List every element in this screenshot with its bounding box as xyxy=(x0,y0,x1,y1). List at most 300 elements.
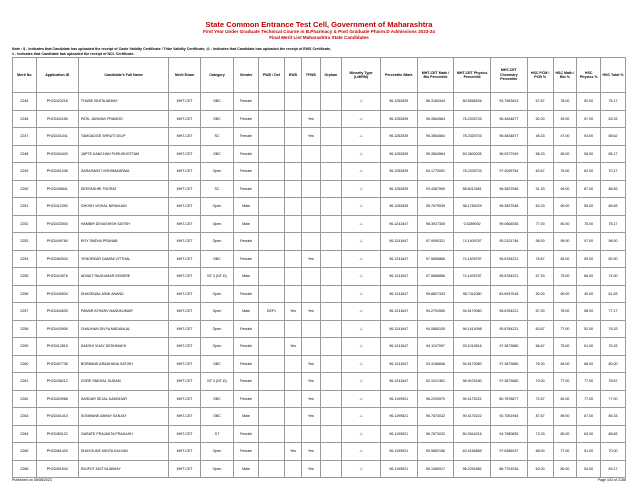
table-cell: DEF1 xyxy=(259,303,285,321)
table-cell: 94.0885105 xyxy=(417,320,454,338)
table-cell: 2247 xyxy=(13,128,37,146)
table-cell: 66.00 xyxy=(577,268,601,286)
table-cell: 87.00 xyxy=(577,408,601,426)
table-cell: 96.1241647 xyxy=(380,215,417,233)
table-cell: 96.1241647 xyxy=(380,338,417,356)
table-cell xyxy=(320,180,342,198)
table-cell: 88.83 xyxy=(601,180,626,198)
table-row xyxy=(13,250,626,268)
table-cell: 2245 xyxy=(13,93,37,111)
column-header: MHT-CET Physics Percentile xyxy=(454,58,491,93)
table-cell xyxy=(284,198,301,216)
table-cell: 76.33 xyxy=(601,320,626,338)
table-cell: 54.00 xyxy=(577,460,601,478)
table-cell: PH23401943 xyxy=(36,460,78,478)
table-cell: 95.3564564 xyxy=(417,145,454,163)
table-cell: 96.1252839 xyxy=(380,198,417,216)
table-cell: 96.7873032 xyxy=(417,425,454,443)
table-cell: 97.5856866 xyxy=(417,268,454,286)
table-cell: 69.00 xyxy=(553,285,577,303)
table-cell: MHT-CET xyxy=(169,145,200,163)
table-cell xyxy=(284,425,301,443)
table-cell: 93.4387559 xyxy=(417,180,454,198)
table-cell: 97.00 xyxy=(577,233,601,251)
table-cell: RAJPUT ADITYA ABHAY xyxy=(78,460,169,478)
table-cell xyxy=(320,425,342,443)
table-cell: Yes xyxy=(284,338,301,356)
table-cell: 96.1199521 xyxy=(380,390,417,408)
table-cell xyxy=(302,93,320,111)
table-cell xyxy=(320,198,342,216)
table-cell: PH23434443 xyxy=(36,145,78,163)
table-cell: -/- xyxy=(342,110,381,128)
column-header: Merit No xyxy=(13,58,37,93)
table-cell: Open xyxy=(200,320,233,338)
table-cell: MHT-CET xyxy=(169,460,200,478)
table-cell xyxy=(320,110,342,128)
table-cell: 80.3944216 xyxy=(454,425,491,443)
table-cell: 51.00 xyxy=(577,443,601,461)
table-cell xyxy=(259,215,285,233)
table-cell: 50.00 xyxy=(527,285,553,303)
table-cell: Female xyxy=(234,425,259,443)
table-cell: 80.00 xyxy=(553,460,577,478)
table-cell xyxy=(259,285,285,303)
table-cell: 77.17 xyxy=(601,303,626,321)
table-cell: PH23431041 xyxy=(36,128,78,146)
table-cell: 47.00 xyxy=(553,128,577,146)
table-cell: -/- xyxy=(342,460,381,478)
table-cell: 2258 xyxy=(13,320,37,338)
table-cell: OBC xyxy=(200,390,233,408)
page-subtitle: First Year Under Graduate Technical Course in B.Pharmacy & Post Graduate Pharm.D Admissions 2023-24 xyxy=(203,29,435,34)
table-cell: 78.00 xyxy=(553,303,577,321)
column-header: TFWS xyxy=(302,58,320,93)
table-cell xyxy=(302,425,320,443)
table-cell xyxy=(259,93,285,111)
table-cell: 77.00 xyxy=(577,390,601,408)
table-cell: 54.00 xyxy=(577,128,601,146)
table-cell: Yes xyxy=(302,373,320,391)
table-row xyxy=(13,338,626,356)
table-cell: 58.6012581 xyxy=(454,180,491,198)
table-cell: 78.67 xyxy=(601,373,626,391)
table-cell: 74.00 xyxy=(601,268,626,286)
table-row xyxy=(13,303,626,321)
table-cell: Female xyxy=(234,285,259,303)
column-header: Candidate's Full Name xyxy=(78,58,169,93)
table-cell: 98.3927355 xyxy=(417,215,454,233)
table-cell: 68.00 xyxy=(577,355,601,373)
table-cell: PH23463934 xyxy=(36,250,78,268)
table-cell: Yes xyxy=(302,443,320,461)
table-cell: 72.67 xyxy=(527,390,553,408)
table-cell: CHAUHAN DIVYA MADANLAL xyxy=(78,320,169,338)
table-cell: 63.00 xyxy=(527,460,553,478)
table-cell xyxy=(302,285,320,303)
table-cell: 77.00 xyxy=(577,373,601,391)
table-cell: ADVAIT RAJKUMAR KENDRE xyxy=(78,268,169,286)
list-title: Final Merit List Maharashtra State Candidates xyxy=(269,35,369,40)
table-row xyxy=(13,93,626,111)
table-cell: 89.00 xyxy=(553,408,577,426)
table-row xyxy=(13,285,626,303)
table-cell: 73.33 xyxy=(527,425,553,443)
table-row xyxy=(13,320,626,338)
table-cell xyxy=(284,320,301,338)
table-cell: 52.00 xyxy=(577,320,601,338)
table-cell: 2254 xyxy=(13,250,37,268)
table-row xyxy=(13,198,626,216)
table-cell: 76.00 xyxy=(553,163,577,181)
table-cell: 69.00 xyxy=(553,198,577,216)
table-cell xyxy=(302,198,320,216)
table-cell: MHT-CET xyxy=(169,320,200,338)
table-cell: 77.00 xyxy=(553,373,577,391)
note-line-2: # - Indicates that Candidate has uploaded the receipt of NCL Certificate. xyxy=(12,52,135,56)
table-cell: Female xyxy=(234,110,259,128)
page-number: Page 103 of 2188 xyxy=(597,478,626,482)
table-cell xyxy=(284,93,301,111)
table-cell: 99.00 xyxy=(553,233,577,251)
table-header-row xyxy=(13,58,626,93)
table-cell xyxy=(320,408,342,426)
table-cell xyxy=(259,180,285,198)
table-cell: 96.1241647 xyxy=(380,320,417,338)
table-cell: 2255 xyxy=(13,268,37,286)
column-header: Application ID xyxy=(36,58,78,93)
table-cell: MHT-CET xyxy=(169,180,200,198)
table-cell xyxy=(284,285,301,303)
page-title: State Common Entrance Test Cell, Government of Maharashtra xyxy=(205,20,433,29)
table-cell: 49.00 xyxy=(553,110,577,128)
table-cell: 97.6386037 xyxy=(491,443,528,461)
table-cell: 74.1409787 xyxy=(454,250,491,268)
table-cell xyxy=(284,233,301,251)
table-cell: 87.67 xyxy=(527,408,553,426)
table-cell: 96.1199521 xyxy=(380,425,417,443)
table-cell: 87.00 xyxy=(577,180,601,198)
table-cell xyxy=(259,128,285,146)
table-cell: 97.3873680 xyxy=(491,355,528,373)
table-cell: 92.1017461 xyxy=(417,373,454,391)
table-cell: Yes xyxy=(302,408,320,426)
table-cell: MHT-CET xyxy=(169,390,200,408)
table-cell xyxy=(284,268,301,286)
table-cell: 77.00 xyxy=(527,215,553,233)
table-cell: Female xyxy=(234,180,259,198)
table-cell: 63.33 xyxy=(601,110,626,128)
table-cell: 81.00 xyxy=(553,390,577,408)
table-cell: 74.1409787 xyxy=(454,233,491,251)
table-cell: 94.9170080 xyxy=(454,355,491,373)
table-cell: 93.7963813 xyxy=(491,93,528,111)
table-cell xyxy=(320,215,342,233)
table-cell: MHT-CET xyxy=(169,408,200,426)
table-cell: 80.00 xyxy=(553,215,577,233)
table-cell: 99.0664535 xyxy=(491,215,528,233)
table-cell: MHT-CET xyxy=(169,250,200,268)
table-row xyxy=(13,128,626,146)
table-cell: 70.17 xyxy=(601,163,626,181)
table-row xyxy=(13,163,626,181)
table-cell: -/- xyxy=(342,250,381,268)
table-cell: Male xyxy=(234,268,259,286)
table-cell: SAKSHI VIJAY DESHMUKH xyxy=(78,338,169,356)
table-cell: -/- xyxy=(342,443,381,461)
table-cell: 77.00 xyxy=(601,390,626,408)
table-cell: MHT-CET xyxy=(169,373,200,391)
table-cell: 2264 xyxy=(13,425,37,443)
table-cell: PH23407736 xyxy=(36,355,78,373)
table-cell: 97.4095754 xyxy=(491,163,528,181)
table-cell: 69.2600035 xyxy=(454,145,491,163)
table-cell: PH23443630 xyxy=(36,303,78,321)
table-cell xyxy=(259,198,285,216)
column-header: Minority Type (LM/RM) xyxy=(342,58,381,93)
table-cell: 57.00 xyxy=(577,110,601,128)
table-cell: THUBE ISHITA ABHAY xyxy=(78,93,169,111)
table-cell: Female xyxy=(234,128,259,146)
table-cell: DHAYGUDE NIKITA KALYAN xyxy=(78,443,169,461)
column-header: Percentile /Mark xyxy=(380,58,417,93)
table-cell: -/- xyxy=(342,285,381,303)
table-cell: 2266 xyxy=(13,460,37,478)
table-cell xyxy=(302,215,320,233)
table-cell: 95.8784221 xyxy=(491,303,528,321)
table-cell: 76.17 xyxy=(601,93,626,111)
table-cell: 69.17 xyxy=(601,460,626,478)
table-row xyxy=(13,268,626,286)
table-cell xyxy=(284,145,301,163)
table-cell: 98.00 xyxy=(601,233,626,251)
table-cell: 96.1241647 xyxy=(380,285,417,303)
table-cell: Yes xyxy=(284,303,301,321)
page-header xyxy=(0,20,638,41)
table-cell: 96.1241647 xyxy=(380,268,417,286)
table-cell: 97.3873680 xyxy=(491,338,528,356)
table-cell: Male xyxy=(234,408,259,426)
table-cell xyxy=(259,443,285,461)
table-cell: Female xyxy=(234,320,259,338)
table-cell xyxy=(320,145,342,163)
table-cell: 75.00 xyxy=(577,215,601,233)
table-cell: PH23412815 xyxy=(36,338,78,356)
table-cell: OBC xyxy=(200,145,233,163)
table-cell xyxy=(302,145,320,163)
table-cell xyxy=(320,443,342,461)
table-cell: Female xyxy=(234,443,259,461)
table-cell: 67.33 xyxy=(527,268,553,286)
table-cell: Open xyxy=(200,460,233,478)
table-cell: 96.1199521 xyxy=(380,443,417,461)
table-cell: 63.67 xyxy=(527,163,553,181)
table-cell: 93.4166846 xyxy=(417,355,454,373)
table-cell: 98.2203970 xyxy=(417,390,454,408)
table-cell xyxy=(259,460,285,478)
table-cell: 65.17 xyxy=(601,145,626,163)
table-cell: 52.00 xyxy=(577,93,601,111)
table-cell: Yes xyxy=(302,128,320,146)
table-cell: PH23431156 xyxy=(36,110,78,128)
table-cell: PH23461420 xyxy=(36,443,78,461)
table-cell xyxy=(259,355,285,373)
table-cell: 2250 xyxy=(13,180,37,198)
table-cell: 94.1107997 xyxy=(417,338,454,356)
table-cell: 96.1241647 xyxy=(380,373,417,391)
table-cell: Female xyxy=(234,163,259,181)
table-cell: 85.33 xyxy=(601,408,626,426)
table-cell: Female xyxy=(234,93,259,111)
table-cell: 97.9090321 xyxy=(417,233,454,251)
column-header: EWS xyxy=(284,58,301,93)
table-cell: Open xyxy=(200,198,233,216)
table-cell: 75.00 xyxy=(553,268,577,286)
table-cell: SC xyxy=(200,128,233,146)
table-cell: 56.00 xyxy=(577,145,601,163)
table-cell: 96.9377949 xyxy=(491,145,528,163)
table-cell: 2253 xyxy=(13,233,37,251)
table-cell xyxy=(302,180,320,198)
table-cell: 94.00 xyxy=(553,180,577,198)
table-cell xyxy=(320,268,342,286)
table-cell: NT 3 (NT-D) xyxy=(200,268,233,286)
column-header: MHT-CET Math / Bio Percentile xyxy=(417,58,454,93)
table-cell xyxy=(259,250,285,268)
table-cell: 95.8784221 xyxy=(491,268,528,286)
table-cell: Male xyxy=(234,303,259,321)
table-cell: 95.3564564 xyxy=(417,128,454,146)
column-header: HSC Math / Bio % xyxy=(553,58,577,93)
table-cell: 92.7061944 xyxy=(491,408,528,426)
table-cell: PH23449534 xyxy=(36,285,78,303)
table-cell: 98.3837548 xyxy=(491,198,528,216)
table-cell: Female xyxy=(234,145,259,163)
table-cell: 58.33 xyxy=(527,145,553,163)
table-row xyxy=(13,390,626,408)
table-cell: 95.8784221 xyxy=(491,320,528,338)
table-cell: Male xyxy=(234,198,259,216)
table-cell: Open xyxy=(200,338,233,356)
merit-table xyxy=(12,57,626,478)
table-cell: Open xyxy=(200,215,233,233)
table-row xyxy=(13,460,626,478)
table-cell: 96.9476180 xyxy=(454,373,491,391)
table-cell: PH23401410 xyxy=(36,408,78,426)
table-cell: 95.2101746 xyxy=(491,233,528,251)
table-cell: 40.00 xyxy=(577,285,601,303)
table-cell: -/- xyxy=(342,355,381,373)
table-cell: MHT-CET xyxy=(169,128,200,146)
table-cell xyxy=(320,250,342,268)
table-cell: 2257 xyxy=(13,303,37,321)
table-cell: Female xyxy=(234,355,259,373)
table-cell: Female xyxy=(234,250,259,268)
table-cell: -/- xyxy=(342,338,381,356)
table-cell: -/- xyxy=(342,408,381,426)
table-cell: Yes xyxy=(302,303,320,321)
table-cell: PH23449760 xyxy=(36,233,78,251)
table-cell xyxy=(259,110,285,128)
table-cell: 55.00 xyxy=(577,198,601,216)
table-cell: 75.00 xyxy=(553,338,577,356)
table-cell: MHT-CET xyxy=(169,285,200,303)
table-cell: 98.7411080 xyxy=(454,285,491,303)
table-cell: 80.00 xyxy=(553,425,577,443)
table-cell: 84.00 xyxy=(553,355,577,373)
table-cell: PH23412392 xyxy=(36,198,78,216)
table-cell: 96.1414098 xyxy=(454,320,491,338)
table-cell: 94.7980835 xyxy=(491,425,528,443)
table-cell: 62.00 xyxy=(577,163,601,181)
table-body xyxy=(13,93,626,478)
table-cell: 86.7701916 xyxy=(491,460,528,478)
column-header: HSC Physics % xyxy=(577,58,601,93)
table-cell: Yes xyxy=(284,443,301,461)
table-cell xyxy=(284,250,301,268)
table-cell xyxy=(320,163,342,181)
table-cell: 74.1409787 xyxy=(454,268,491,286)
table-cell: 78.2325703 xyxy=(454,128,491,146)
table-cell: 96.1252839 xyxy=(380,93,417,111)
table-cell: Yes xyxy=(302,460,320,478)
table-cell: 58.00 xyxy=(577,303,601,321)
table-cell: 76.67 xyxy=(527,250,553,268)
column-header: Category xyxy=(200,58,233,93)
table-cell: PH23401036 xyxy=(36,163,78,181)
table-cell: MHT-CET xyxy=(169,215,200,233)
table-cell: 80.5556526 xyxy=(454,93,491,111)
table-cell: 63.67 xyxy=(527,320,553,338)
table-cell: 96.1199521 xyxy=(380,408,417,426)
table-cell xyxy=(302,268,320,286)
table-cell xyxy=(259,320,285,338)
table-cell: -/- xyxy=(342,320,381,338)
table-cell: 2265 xyxy=(13,443,37,461)
table-cell xyxy=(284,355,301,373)
table-cell: PH23438212 xyxy=(36,373,78,391)
table-cell xyxy=(320,460,342,478)
merit-table-container xyxy=(12,57,626,478)
table-cell: 94.9170080 xyxy=(454,303,491,321)
column-header: PWD / Def xyxy=(259,58,285,93)
table-cell: OBC xyxy=(200,93,233,111)
table-cell: 94.2791550 xyxy=(417,303,454,321)
table-cell: Yes xyxy=(302,390,320,408)
table-cell: 2256 xyxy=(13,285,37,303)
table-row xyxy=(13,145,626,163)
table-cell: MHT-CET xyxy=(169,198,200,216)
table-cell: PH23438841 xyxy=(36,180,78,198)
table-cell: 96.1252839 xyxy=(380,163,417,181)
column-header: Gender xyxy=(234,58,259,93)
table-cell: 2261 xyxy=(13,373,37,391)
table-cell: -/- xyxy=(342,233,381,251)
table-cell: MHT-CET xyxy=(169,425,200,443)
table-cell: 98.3837548 xyxy=(491,180,528,198)
table-cell: 2262 xyxy=(13,390,37,408)
table-cell: NT 3 (NT-D) xyxy=(200,373,233,391)
table-cell: 0.5289092 xyxy=(454,215,491,233)
table-cell: 91.33 xyxy=(527,180,553,198)
table-cell: 2259 xyxy=(13,338,37,356)
table-cell: Open xyxy=(200,443,233,461)
table-cell: 83.6947618 xyxy=(491,285,528,303)
table-cell: Female xyxy=(234,373,259,391)
table-cell: BORBANE ARADHANA SATISH xyxy=(78,355,169,373)
table-cell: 59.00 xyxy=(577,250,601,268)
table-cell: 90.4175222 xyxy=(454,390,491,408)
